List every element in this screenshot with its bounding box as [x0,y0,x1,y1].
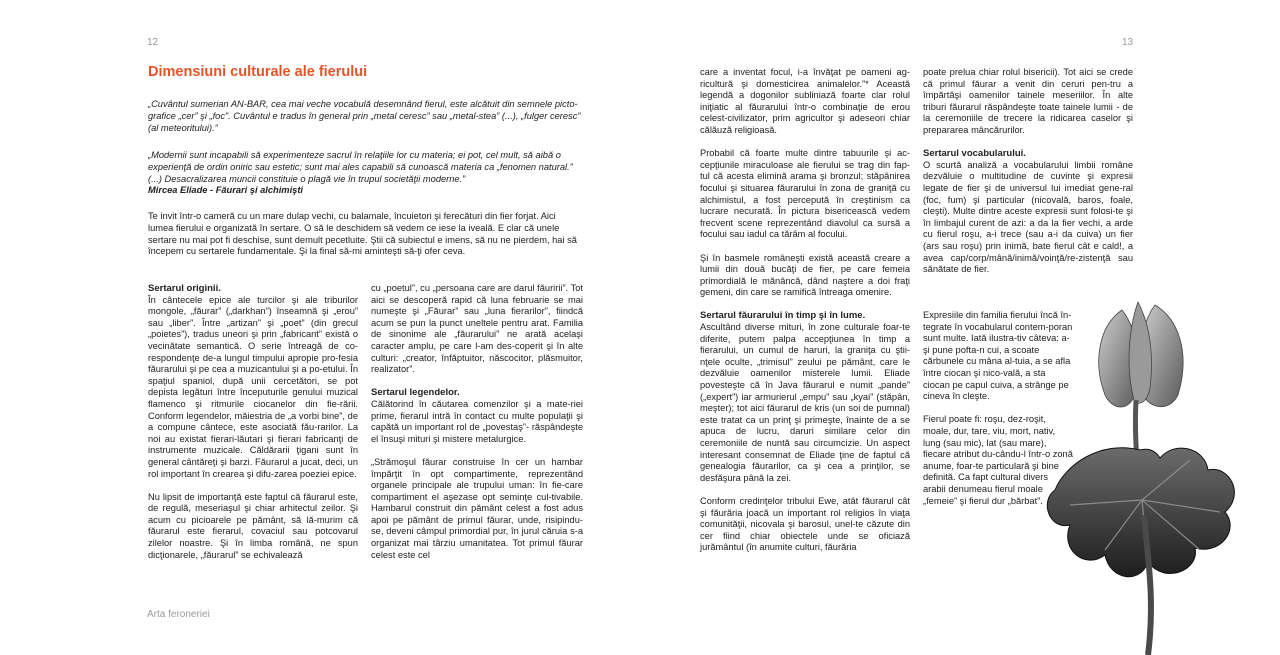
paragraph: O scurtă analiză a vocabularului limbii române dezvăluie o multitudine de cuvinte şi expresii legate de fier şi de universul lui imediat gene-ral (foc, fum) şi particular (nicovală, baros, foale, cleşti). Multe dintre aceste expresii sunt folosi-te şi în limbajul curent de azi: a da la fier vechi, a arde cu fierul roşu, a-i trece (sau a-i da cuiva) un fier (ars sau roşu) prin inimă, bate fierul cât e cald!, a avea cap/corp/mână/inimă/voinţă/re-zistenţă sau sănătate de fier. [923,159,1133,275]
section-heading: Sertarul legendelor. [371,387,460,399]
paragraph: cu „poetul”, cu „persoana care are darul făuririi”. Tot aici se descoperă rapid că luna februarie se mai numeşte şi „Făurar” sau „luna fierarilor”, fiindcă acum se pun la punct uneltele pentru arat. Familia de sinonime ale „făurarului” ne arată acelaşi caracter amplu, pe care l-am des-coperit şi în alte culturi: „creator, înfăptuitor, născocitor, plăsmuitor, realizator”. [371,283,583,375]
paragraph: care a inventat focul, i-a învăţat pe oameni ag-ricultură şi domesticirea animalelor.”* Această legendă a dogonilor subliniază foarte clar rolul iniţiatic al făurarului într-o combinaţie de erou celest-civilizator, prim agricultor şi adeseori chiar călăuză religioasă. [700,67,910,135]
paragraph: Fierul poate fi: roşu, dez-roşit, moale, dur, tare, viu, mort, nativ, lung (sau mic), lat (sau mare), fiecare atribut du-cându-l într-o zonă anume, foar-te particulară şi bine definită. Ca fapt cultural divers arabii denumeau fierul moale „femeie” şi fierul dur „bărbat”. [923,414,1073,506]
quote-an-bar: „Cuvântul sumerian AN-BAR, cea mai veche vocabulă desemnând fierul, este alcătuit din semnele picto-grafice „cer” şi „foc”. Cuvântul e tradus în general prin „metal ceresc” sau „metal-stea” (...), „fulger ceresc” (al meteoritului).” [148,99,581,133]
paragraph: Expresiile din familia fierului încă în-tegrate în vocabularul contem-poran sunt multe. Iată ilustra-tiv câteva: a-şi pune pofta-n cui, a scoate cărbunele cu mâna al-tuia, a se afla între ciocan şi nico-vală, a sta ciocan pe capul cuiva, a strânge pe cineva în cleşte. [923,310,1073,402]
paragraph: Călătorind în căutarea comenzilor şi a mate-riei prime, fierarul intră în contact cu multe populaţii şi capătă un important rol de „povestaş”- răspândeşte el însuşi mituri şi mistere metalurgice. [371,398,583,444]
footer-publication: Arta feroneriei [147,609,210,620]
flower-illustration [1030,300,1245,655]
leaf [1047,448,1234,577]
section-heading: Sertarul originii. [148,283,221,294]
paragraph: Ascultând diverse mituri, în zone culturale foar-te diferite, putem palpa accepţiunea în timp a fierarului, un cumul de haruri, la graniţa cu ştii-nţele oculte, „trimisul” zeului pe pământ, care le dezvăluie oamenilor misterele lumii. Eliade povesteşte că în Java făurarul e numit „pande” („expert”) iar armurierul „empu” sau „kyai” (stăpân, meşter); tot aici făurarul de kris (un soi de pumnal) este tratat ca un prinţ şi primeşte, înainte de a se apuca de lucru, daruri similare celor din ceremoniile de nuntă sau circumcizie. Un aspect interesant consemnat de Eliade ţine de faptul că genealogia făurarilor, ca şi cea a prinţilor, se desfăşura până la zei. [700,322,910,483]
page-number: 12 [147,37,159,48]
quote-eliade [148,150,582,197]
page-number: 13 [1122,37,1134,48]
paragraph: În cântecele epice ale turcilor şi ale triburilor mongole, „făurar” („darkhan”) înseamnă şi „erou” sau „liber”. Între „artizan” şi „poet” (din grecul „poietes”), tradus uneori şi prin „fabricant” există o vecinătate semantică. O serie întreagă de co-respondenţe de-a lungul timpului apropie pro-fesia făurarului şi pe cea a muzicantului şi a po-etului. În spaţiul spaniol, după unii cercetători, se pot depista legături între începuturile genului muzical flamenco şi ritmurile ciocanelor din fie-rării. Conform legendelor, măiestria de „a vorbi bine”, de a compune cântece, este asociată fău-rarilor. La noi au existat fierari-lăutari şi fierari fabricanţi de instrumente muzicale. Căldărarii ţigani sunt în general cântăreţi şi barzi. Făurarul a jucat, deci, un rol important în crearea şi difu-zarea poeziei epice. [148,294,358,479]
section-heading: Sertarul vocabularului. [923,148,1026,160]
paragraph: Nu lipsit de importanţă este faptul că făurarul este, de regulă, meseriaşul şi chiar arhitectul zeilor. Şi acum cu picioarele pe pământ, să lă-murim că făurarul este fierarul, covaciul sau potcovarul zilelor noastre. Şi în limba română, ne spun dicţionarele, „făurarul” se echivalează [148,491,358,560]
quote-text: „Modernii sunt incapabili să experimenteze sacrul în relaţiile lor cu materia; ei pot, cel mult, să aibă o experienţă de ordin oniric sau estetic; sunt mai ales capabili să cunoască materia ca „fenomen natural.” (...) Desacralizarea muncii constituie o plagă vie în trupul societăţii moderne.” [148,150,573,184]
left-column-2 [371,283,583,573]
quote-author: Mircea Eliade - Făurari şi alchimişti [148,185,304,196]
paragraph: Şi în basmele româneşti există această creare a lumii din două bucăţi de fier, pe care femeia primordială le mănâncă, dând naştere a doi fraţi gemeni, din care se ramifică întreaga omenire. [700,252,910,298]
paragraph: poate prelua chiar rolul bisericii). Tot aici se crede că primul făurar a venit din ceruri pen-tru a împărtăşi oamenilor tainele meseriilor. În alte triburi făurarul răspândeşte toate tainele lumii - de la ceremoniile de trecere la ridicarea caselor şi prepararea mâncărurilor. [923,67,1133,135]
paragraph: Conform credinţelor tribului Ewe, atât făurarul cât şi făurăria joacă un important rol religios în viaţa comunităţii, nicovala şi barosul, unel-te căzute din cer fiind chiar obiectele unde se oficiază jurământul (în anumite culturi, făurăria [700,495,910,553]
section-heading: Sertarul făurarului în timp şi în lume. [700,310,866,322]
paragraph: „Strămoşul făurar construise în cer un hambar împărţit în opt compartimente, reprezentând organele principale ale trupului uman: în fie-care compartiment el aşezase opt seminţe cul-tivabile. Hambarul construit din pământ celest a fost adus apoi pe pământ de primul făurar, unde, risipindu-se, deveni câmpul primordial pur, în jurul căruia s-a organizat mai târziu umanitatea. Tot primul făurar celest este cel [371,456,583,560]
left-column-1 [148,283,358,573]
chapter-title: Dimensiuni culturale ale fierului [148,64,368,80]
right-column-1 [700,67,910,566]
intro-paragraph: Te invit într-o cameră cu un mare dulap vechi, cu balamale, încuietori şi ferecături din fier forjat. Aici lumea fierului e organizată în sertare. O să le deschidem să vedem ce iese la iveală. E clar că unele sertare nu mai pot fi deschise, sunt demult pecetluite. Ştii că subiectul e imens, să nu ne pierdem, hai să începem cu sertarele fundamentale. Şi la final să-mi aminteşti să-ţi ofer ceva. [148,211,577,257]
right-column-2 [923,67,1133,287]
paragraph: Probabil că foarte multe dintre tabuurile şi ac-cepţiunile miraculoase ale fierului se trag din fap-tul că acesta elimină arama şi bronzul; stăpânirea focului şi situarea făurarului în zona de graniţă cu alchimistul, a fost percepută în creştinism ca lucrare necurată. În pictura bisericească vedem frecvent scene reprezentând diavolul ca sursă a focului sau iadul ca tărâm al focului. [700,148,910,240]
